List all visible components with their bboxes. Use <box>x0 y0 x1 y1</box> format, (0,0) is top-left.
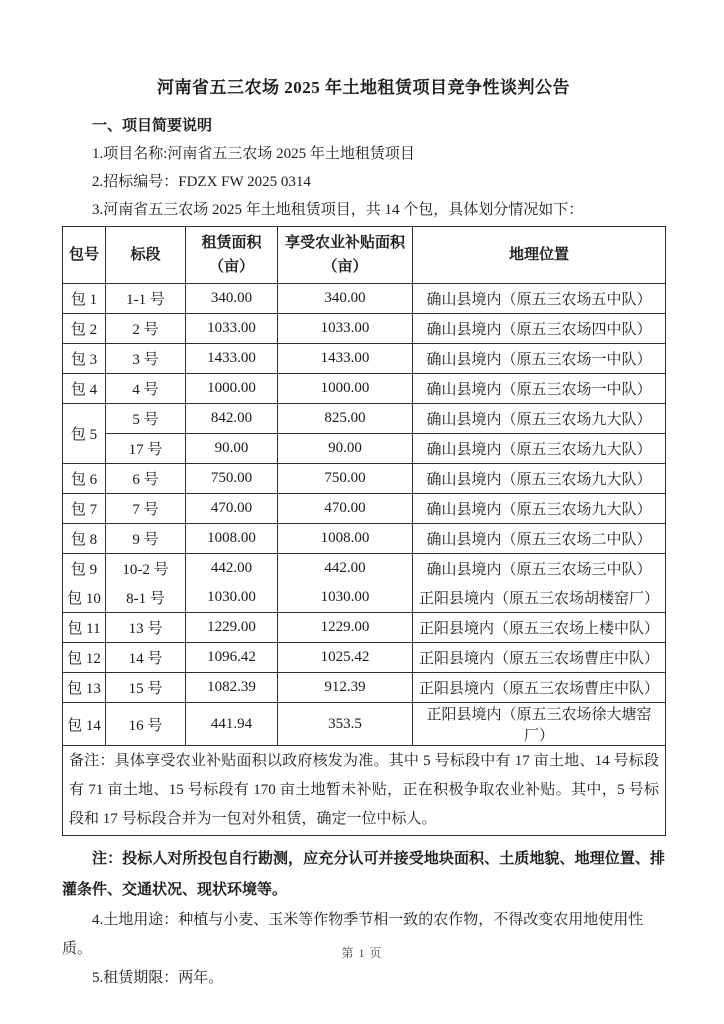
table-row <box>63 673 666 703</box>
page-number: 第 1 页 <box>341 946 383 960</box>
table-row <box>63 314 666 344</box>
cell-area: 750.00 <box>186 464 278 494</box>
cell-area: 442.00 <box>186 554 278 584</box>
cell-subsidy: 1033.00 <box>278 314 413 344</box>
cell-area: 1000.00 <box>186 374 278 404</box>
cell-lot: 14 号 <box>106 643 186 673</box>
cell-area: 1030.00 <box>186 583 278 613</box>
table-row <box>63 703 666 746</box>
cell-location: 确山县境内（原五三农场一中队） <box>413 344 666 374</box>
cell-subsidy: 353.5 <box>278 703 413 746</box>
cell-package: 包 6 <box>63 464 106 494</box>
cell-package: 包 4 <box>63 374 106 404</box>
cell-area: 1033.00 <box>186 314 278 344</box>
cell-package: 包 2 <box>63 314 106 344</box>
table-remark-row <box>63 746 666 836</box>
col-header-location: 地理位置 <box>413 227 666 284</box>
cell-lot: 15 号 <box>106 673 186 703</box>
col-header-area-line1: 租赁面积 <box>201 235 262 251</box>
cell-lot: 13 号 <box>106 613 186 643</box>
col-header-lot: 标段 <box>106 227 186 284</box>
packages-table <box>62 226 666 836</box>
bidder-note: 注：投标人对所投包自行勘测，应充分认可并接受地块面积、土质地貌、地理位置、排灌条件、交通状况、现状环境等。 <box>62 851 665 898</box>
cell-subsidy: 912.39 <box>278 673 413 703</box>
cell-package: 包 11 <box>63 613 106 643</box>
table-row <box>63 494 666 524</box>
cell-area: 1082.39 <box>186 673 278 703</box>
item-packages-intro: 3.河南省五三农场 2025 年土地租赁项目，共 14 个包，具体划分情况如下： <box>92 202 584 218</box>
cell-location: 确山县境内（原五三农场三中队） <box>413 554 666 584</box>
cell-area: 1433.00 <box>186 344 278 374</box>
cell-package: 包 10 <box>63 583 106 613</box>
cell-lot: 3 号 <box>106 344 186 374</box>
cell-subsidy: 470.00 <box>278 494 413 524</box>
cell-lot: 5 号 <box>106 404 186 434</box>
table-row <box>63 344 666 374</box>
table-row <box>63 524 666 554</box>
table-row <box>63 284 666 314</box>
cell-area: 470.00 <box>186 494 278 524</box>
col-header-subsidy-line2: （亩） <box>322 259 368 275</box>
table-header-row <box>63 227 666 284</box>
cell-subsidy: 340.00 <box>278 284 413 314</box>
cell-location: 确山县境内（原五三农场九大队） <box>413 464 666 494</box>
cell-lot: 7 号 <box>106 494 186 524</box>
cell-package: 包 12 <box>63 643 106 673</box>
cell-subsidy: 1000.00 <box>278 374 413 404</box>
col-header-area-line2: （亩） <box>208 259 254 275</box>
cell-package: 包 3 <box>63 344 106 374</box>
cell-package: 包 7 <box>63 494 106 524</box>
cell-location: 正阳县境内（原五三农场徐大塘窑厂） <box>413 703 666 746</box>
table-row <box>63 583 666 613</box>
cell-subsidy: 1008.00 <box>278 524 413 554</box>
item-tender-number: 2.招标编号：FDZX FW 2025 0314 <box>92 174 311 190</box>
col-header-subsidy <box>278 227 413 284</box>
cell-area: 441.94 <box>186 703 278 746</box>
cell-subsidy: 1229.00 <box>278 613 413 643</box>
table-remark: 备注：具体享受农业补贴面积以政府核发为准。其中 5 号标段中有 17 亩土地、14 号标段有 71 亩土地、15 号标段有 170 亩土地暂未补贴，正在积极争取农业补贴。其中，5 号标段和 17 号标段合并为一包对外租赁，确定一位中标人。 <box>63 746 666 836</box>
cell-lot: 9 号 <box>106 524 186 554</box>
col-header-package: 包号 <box>63 227 106 284</box>
cell-package: 包 13 <box>63 673 106 703</box>
cell-subsidy: 442.00 <box>278 554 413 584</box>
item-lease-term: 5.租赁期限：两年。 <box>92 970 224 986</box>
cell-lot: 17 号 <box>106 434 186 464</box>
cell-location: 正阳县境内（原五三农场曹庄中队） <box>413 643 666 673</box>
cell-location: 确山县境内（原五三农场九大队） <box>413 434 666 464</box>
table-row <box>63 613 666 643</box>
cell-area: 842.00 <box>186 404 278 434</box>
col-header-area <box>186 227 278 284</box>
cell-package: 包 8 <box>63 524 106 554</box>
cell-lot: 10-2 号 <box>106 554 186 584</box>
cell-subsidy: 1025.42 <box>278 643 413 673</box>
cell-location: 确山县境内（原五三农场一中队） <box>413 374 666 404</box>
table-row <box>63 404 666 434</box>
cell-location: 确山县境内（原五三农场九大队） <box>413 404 666 434</box>
cell-lot: 6 号 <box>106 464 186 494</box>
cell-package: 包 9 <box>63 554 106 584</box>
cell-package: 包 1 <box>63 284 106 314</box>
cell-location: 确山县境内（原五三农场五中队） <box>413 284 666 314</box>
item-project-name: 1.项目名称:河南省五三农场 2025 年土地租赁项目 <box>92 146 415 162</box>
item-land-use: 4.土地用途：种植与小麦、玉米等作物季节相一致的农作物，不得改变农用地使用性质。 <box>62 912 644 957</box>
cell-lot: 8-1 号 <box>106 583 186 613</box>
section-heading: 一、项目简要说明 <box>92 118 213 134</box>
cell-location: 确山县境内（原五三农场二中队） <box>413 524 666 554</box>
table-row <box>63 464 666 494</box>
cell-location: 正阳县境内（原五三农场上楼中队） <box>413 613 666 643</box>
col-header-subsidy-line1: 享受农业补贴面积 <box>284 235 405 251</box>
cell-subsidy: 90.00 <box>278 434 413 464</box>
table-row <box>63 554 666 584</box>
cell-area: 90.00 <box>186 434 278 464</box>
cell-package-merged: 包 5 <box>63 404 106 464</box>
cell-lot: 4 号 <box>106 374 186 404</box>
table-row <box>63 643 666 673</box>
cell-subsidy: 1030.00 <box>278 583 413 613</box>
cell-location: 正阳县境内（原五三农场曹庄中队） <box>413 673 666 703</box>
cell-area: 1008.00 <box>186 524 278 554</box>
cell-area: 1229.00 <box>186 613 278 643</box>
cell-location: 正阳县境内（原五三农场胡楼窑厂） <box>413 583 666 613</box>
cell-location: 确山县境内（原五三农场四中队） <box>413 314 666 344</box>
cell-area: 1096.42 <box>186 643 278 673</box>
cell-subsidy: 825.00 <box>278 404 413 434</box>
cell-package: 包 14 <box>63 703 106 746</box>
cell-lot: 1-1 号 <box>106 284 186 314</box>
cell-lot: 16 号 <box>106 703 186 746</box>
table-row <box>63 434 666 464</box>
cell-subsidy: 1433.00 <box>278 344 413 374</box>
cell-lot: 2 号 <box>106 314 186 344</box>
table-row <box>63 374 666 404</box>
page-title: 河南省五三农场 2025 年土地租赁项目竞争性谈判公告 <box>157 78 570 97</box>
cell-subsidy: 750.00 <box>278 464 413 494</box>
cell-location: 确山县境内（原五三农场九大队） <box>413 494 666 524</box>
cell-area: 340.00 <box>186 284 278 314</box>
